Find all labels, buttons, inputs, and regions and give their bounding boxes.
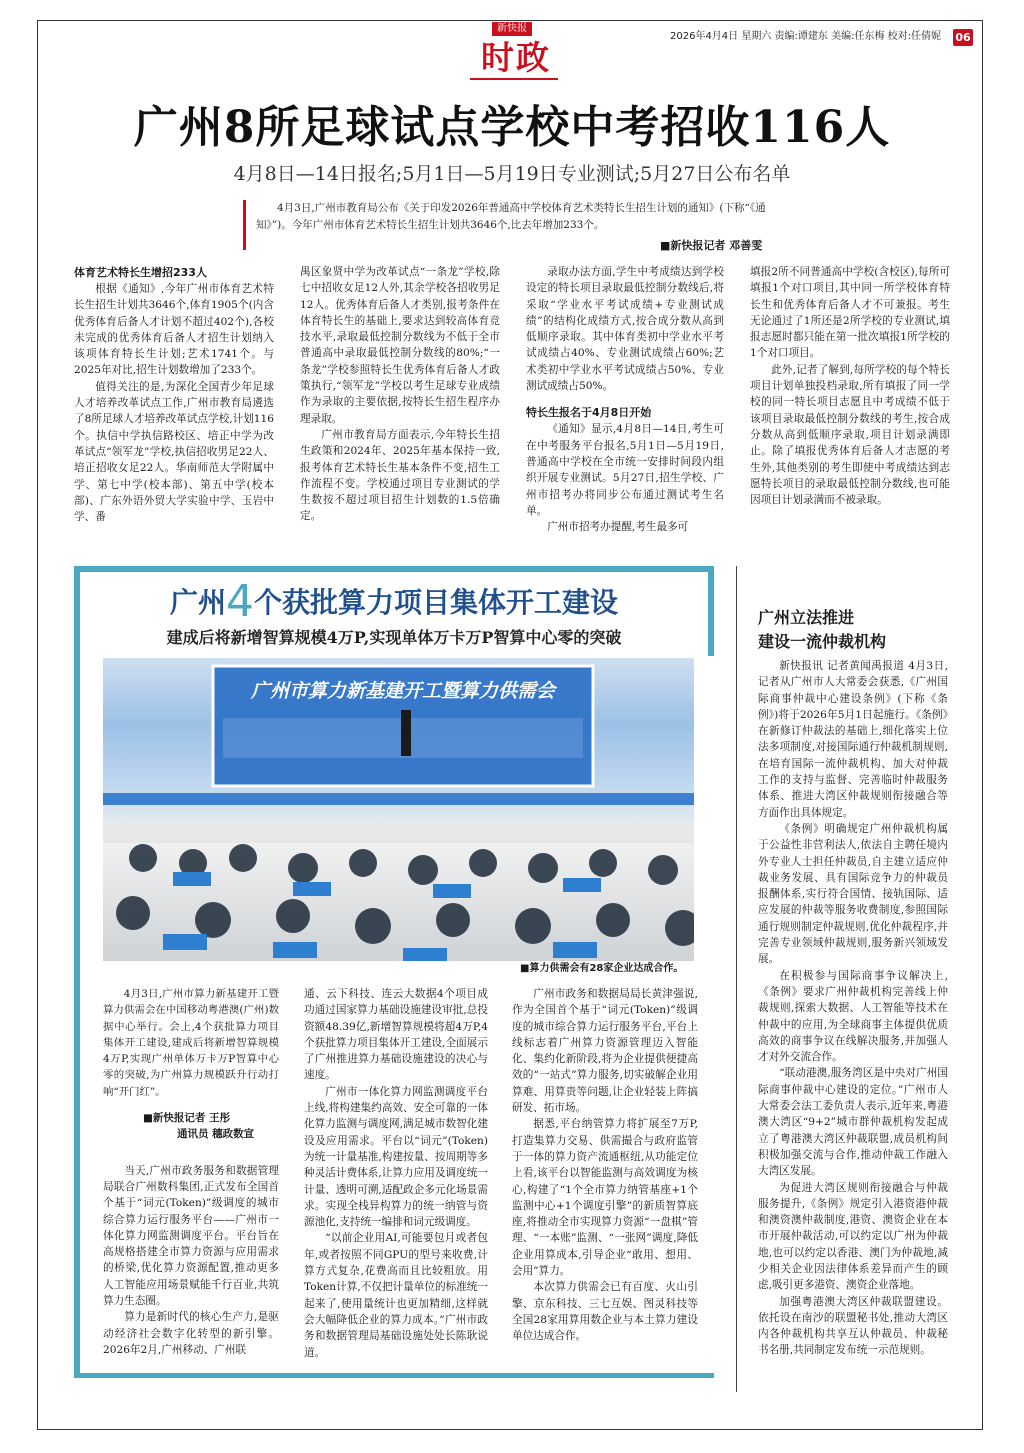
- article2-col3: [512, 986, 698, 1345]
- paragraph: 新快报讯 记者黄闻禹报道 4月3日,记者从广州市人大常委会获悉,《广州国际商事仲裁中心建设条例》(下称《条例》)将于2026年5月1日起施行。《条例》在新修订仲裁法的基础上,细化落实上位法多项制度,对接国际通行仲裁机制规则,在培育国际一流仲裁机构、加大对仲裁工作的支持与监督、完善临时仲裁服务体系、推进大湾区仲裁规则衔接融合等方面作出具体规定。: [758, 660, 948, 819]
- article3-title-line2: 建设一流仲裁机构: [758, 632, 887, 651]
- paragraph: 广州市政务和数据局局长黄津强说,作为全国首个基于“词元(Token)”级调度的城市综合算力运行服务平台,平台上线标志着广州算力资源管理迈入智能化、集约化新阶段,将为企业提供便捷高效的“一站式”算力服务,切实破解企业用算难、用算贵等问题,让企业轻装上阵搞研发、拓市场。: [512, 988, 698, 1115]
- article2-frame-top: [74, 566, 714, 572]
- paragraph: “以前企业用AI,可能要包月或者包年,或者按照不同GPU的型号来收费,计算方式复杂,花费高而且比较粗放。用Token计算,不仅把计量单位的标准统一起来了,使用量统计也更加精细,这样就会大幅降低企业的算力成本。”广州市政务和数据管理局基础设施处处长陈耿说道。: [304, 1232, 488, 1359]
- article1-subtitle: 4月8日—14日报名;5月1日—5月19日专业测试;5月27日公布名单: [233, 163, 791, 185]
- paragraph: 广州市教育局方面表示,今年特长生招生政策和2024年、2025年基本保持一致,报考体育艺术特长生基本条件不变,招生工作流程不变。学校通过项目专业测试的学生数按不超过项目招生计划数的1.5倍确定。: [300, 428, 500, 523]
- article2-col2: [304, 986, 488, 1361]
- paragraph: 在积极参与国际商事争议解决上,《条例》要求广州仲裁机构完善线上仲裁规则,探索大数据、人工智能等技术在仲裁中的应用,为全球商事主体提供优质高效的商事争议在线解决服务,并加强人才对外交流合作。: [758, 969, 948, 1064]
- page-number: 06: [953, 29, 973, 46]
- event-photo: [103, 658, 694, 961]
- article1-col3: [526, 264, 724, 535]
- paragraph: 《条例》明确规定广州仲裁机构属于公益性非营利法人,依法自主聘任境内外专业人士担任仲裁员,自主建立适应仲裁业务发展、具有国际竞争力的仲裁员报酬体系,实行符合国情、接轨国际、适应发展的仲裁等服务收费制度,参照国际通行规则制定仲裁规则,优化仲裁程序,并完善专业领域仲裁规则,服务新兴领域发展。: [758, 822, 948, 966]
- section-underline: [470, 78, 558, 80]
- paragraph: 《通知》显示,4月8日—14日,考生可在中考服务平台报名,5月1日—5月19日,普通高中学校在全市统一安排时间段内组织开展专业测试。5月27日,招生学校、广州市招考办将同步公布通过测试考生名单。: [526, 423, 724, 517]
- paragraph: 广州市一体化算力网监测调度平台上线,将构建集约高效、安全可靠的一体化算力监测与调度网,满足城市数智化建设及应用需求。平台以“词元”(Token)为统一计量基准,构建按量、按周期等多种灵活计费体系,让算力应用及调度统一计量、透明可溯,适配政企多元化场景需求。实现全栈异构算力的统一纳管与资源池化,支持统一编排和词元级调度。: [304, 1085, 488, 1229]
- article1-col1: [74, 264, 274, 525]
- article2-frame-left: [74, 566, 80, 1378]
- paragraph: 据悉,平台纳管算力将扩展至7万P,打造集算力交易、供需撮合与政府监管于一体的算力资产流通枢纽,从功能定位上看,该平台以智能监测与高效调度为核心,构建了“1个全市算力纳管基座+1个监测中心+1个调度引擎”的新质智算底座,将推动全市实现算力资源“一盘棋”管理、“一本账”监测、“一张网”调度,降低企业用算成本,引导企业“敢用、想用、会用”算力。: [512, 1118, 698, 1278]
- article1-col4: [750, 264, 950, 508]
- logo-badge: 新快报: [492, 22, 532, 36]
- paragraph: 录取办法方面,学生中考成绩达到学校设定的特长项目录取最低控制分数线后,将采取“学业水平考试成绩+专业测试成绩”的结构化成绩方式,按合成分数从高到低顺序录取。其中体育类初中学业水平考试成绩占40%、专业测试成绩占60%;艺术类初中学业水平考试成绩占50%、专业测试成绩占50%。: [526, 266, 724, 393]
- article2-frame-bottom: [74, 1373, 714, 1378]
- paragraph: 加强粤港澳大湾区仲裁联盟建设。依托设在南沙的联盟秘书处,推动大湾区内各仲裁机构共享互认仲裁员、仲裁秘书名册,共同制定发布统一示范规则。: [758, 1295, 948, 1357]
- article2-frame-right: [708, 566, 714, 656]
- paragraph: 值得关注的是,为深化全国青少年足球人才培养改革试点工作,广州市教育局遴选了8所足球人才培养改革试点学校,计划116个。执信中学执信路校区、培正中学为改革试点“领军龙”学校,执信招收男足22人、培正招收女足22人。华南师范大学附属中学、第七中学(校本部)、第五中学(校本部)、广东外语外贸大学实验中学、玉岩中学、番: [74, 380, 274, 524]
- subhead-signup: 特长生报名于4月8日开始: [526, 406, 652, 420]
- paragraph: 根据《通知》,今年广州市体育艺术特长生招生计划共3646个,体育1905个(内含优秀体育后备人才计划不超过402个),各校未完成的优秀体育后备人才招生计划纳入该项体育特长生计划;艺术1741个。与2025年对比,招生计划数增加了233个。: [74, 283, 274, 377]
- paragraph: 广州市招考办提醒,考生最多可: [547, 521, 689, 534]
- title-part-b: 个获批算力项目集体开工建设: [254, 586, 619, 619]
- title-part-a: 广州: [169, 586, 226, 619]
- paragraph: “联动港澳,服务湾区是中央对广州国际商事仲裁中心建设的定位。”广州市人大常委会法工委负责人表示,近年来,粤港澳大湾区“9+2”城市群仲裁机构发起成立了粤港澳大湾区仲裁联盟,成员机构间积极加强交流与合作,推动仲裁工作融入大湾区发展。: [758, 1067, 948, 1178]
- header-meta: 2026年4月4日 星期六 责编:谭建东 美编:任东梅 校对:任倩妮: [670, 31, 941, 42]
- paragraph: 本次算力供需会已有百度、火山引擎、京东科技、三七互娱、图灵科技等全国28家用算用数企业与本土算力建设单位达成合作。: [512, 1281, 698, 1343]
- article2-lead: 4月3日,广州市算力新基建开工暨算力供需会在中国移动粤港澳(广州)数据中心举行。会上,4个获批算力项目集体开工建设,建成后将新增智算规模4万P,实现广州单体万卡万P智算中心零的突破,为广州算力规模跃升行动打响“开门红”。: [103, 988, 279, 1098]
- article1-lead: 4月3日,广州市教育局公布《关于印发2026年普通高中学校体育艺术类特长生招生计划的通知》(下称“《通知》”)。今年广州市体育艺术特长生招生计划共3646个,比去年增加233个。: [256, 202, 766, 231]
- article2-byline: ■新快报记者 王彤: [143, 1112, 231, 1125]
- paragraph: 通、云下科技、连云大数据4个项目成功通过国家算力基础设施建设审批,总投资额48.39亿,新增智算规模将超4万P,4个获批算力项目集体开工建设,全面展示了广州推进算力基础设施建设的决心与速度。: [304, 988, 488, 1082]
- article1-byline: ■新快报记者 邓善雯: [660, 239, 763, 252]
- article2-subtitle: 建成后将新增智算规模4万P,实现单体万卡万P智算中心零的突破: [166, 628, 622, 647]
- subhead-quota: 体育艺术特长生增招233人: [74, 266, 207, 279]
- article3-title-line1: 广州立法推进: [758, 608, 855, 627]
- paragraph: 为促进大湾区规则衔接融合与仲裁服务提升,《条例》规定引入港资港仲裁和澳资澳仲裁制度,港资、澳资企业在本市开展仲裁活动,可以约定以广州为仲裁地,也可以约定以香港、澳门为仲裁地,减少相关企业因法律体系差异而产生的顾虑,吸引更多港资、澳资企业落地。: [758, 1181, 948, 1292]
- paragraph: 填报2所不同普通高中学校(含校区),每所可填报1个对口项目,其中同一所学校体育特长生和优秀体育后备人才不可兼报。考生无论通过了1所还是2所学校的专业测试,填报志愿时都只能在第一批次填报1所学校的1个对口项目。: [750, 266, 950, 360]
- paragraph: 算力是新时代的核心生产力,是驱动经济社会数字化转型的新引擎。2026年2月,广州移动、广州联: [103, 1311, 279, 1356]
- section-title: 时政: [481, 38, 551, 77]
- article3-title: [758, 606, 958, 654]
- article3-body: [758, 658, 948, 1359]
- paragraph: 当天,广州市政务服务和数据管理局联合广州数科集团,正式发布全国首个基于“词元(Token)”级调度的城市综合算力运行服务平台——广州市一体化算力网监测调度平台。平台旨在高规格搭建全市算力资源与应用需求的桥梁,优化算力资源配置,推动更多人工智能应用场景赋能千行百业,共筑算力生态圈。: [103, 1164, 279, 1308]
- article1-title: 广州8所足球试点学校中考招收116人: [133, 102, 891, 153]
- paragraph: 禺区象贤中学为改革试点“一条龙”学校,除七中招收女足12人外,其余学校各招收男足12人。优秀体育后备人才类别,报考条件在体育特长生的基础上,要求达到较高体育竞技水平,录取最低控制分数线为不低于全市普通高中录取最低控制分数线的80%;“一条龙”学校参照特长生优秀体育后备人才政策执行,“领军龙”学校以考生足球专业成绩作为录取的主要依据,按特长生招生程序办理录取。: [300, 266, 500, 425]
- photo-caption: ■算力供需会有28家企业达成合作。: [520, 963, 684, 974]
- article2-col1: [103, 986, 279, 1358]
- lead-marker: [243, 200, 246, 250]
- article2-title: [84, 578, 704, 627]
- column-divider: [736, 566, 737, 1392]
- article1-col2: [300, 264, 500, 525]
- title-number: 4: [226, 576, 254, 627]
- article2-byline2: 通讯员 穗政数宣: [177, 1128, 255, 1141]
- paragraph: 此外,记者了解到,每所学校的每个特长项目计划单独投档录取,所有填报了同一学校的同一特长项目志愿且中考成绩不低于该项目录取最低控制分数线的考生,按合成分数从高到低顺序录取,项目计划录满即止。除了填报优秀体育后备人才志愿的考生外,其他类别的考生即使中考成绩达到志愿特长项目的录取最低控制分数线,也可能因项目计划录满而不被录取。: [750, 363, 950, 507]
- photo-banner-text: 广州市算力新基建开工暨算力供需会: [250, 680, 555, 702]
